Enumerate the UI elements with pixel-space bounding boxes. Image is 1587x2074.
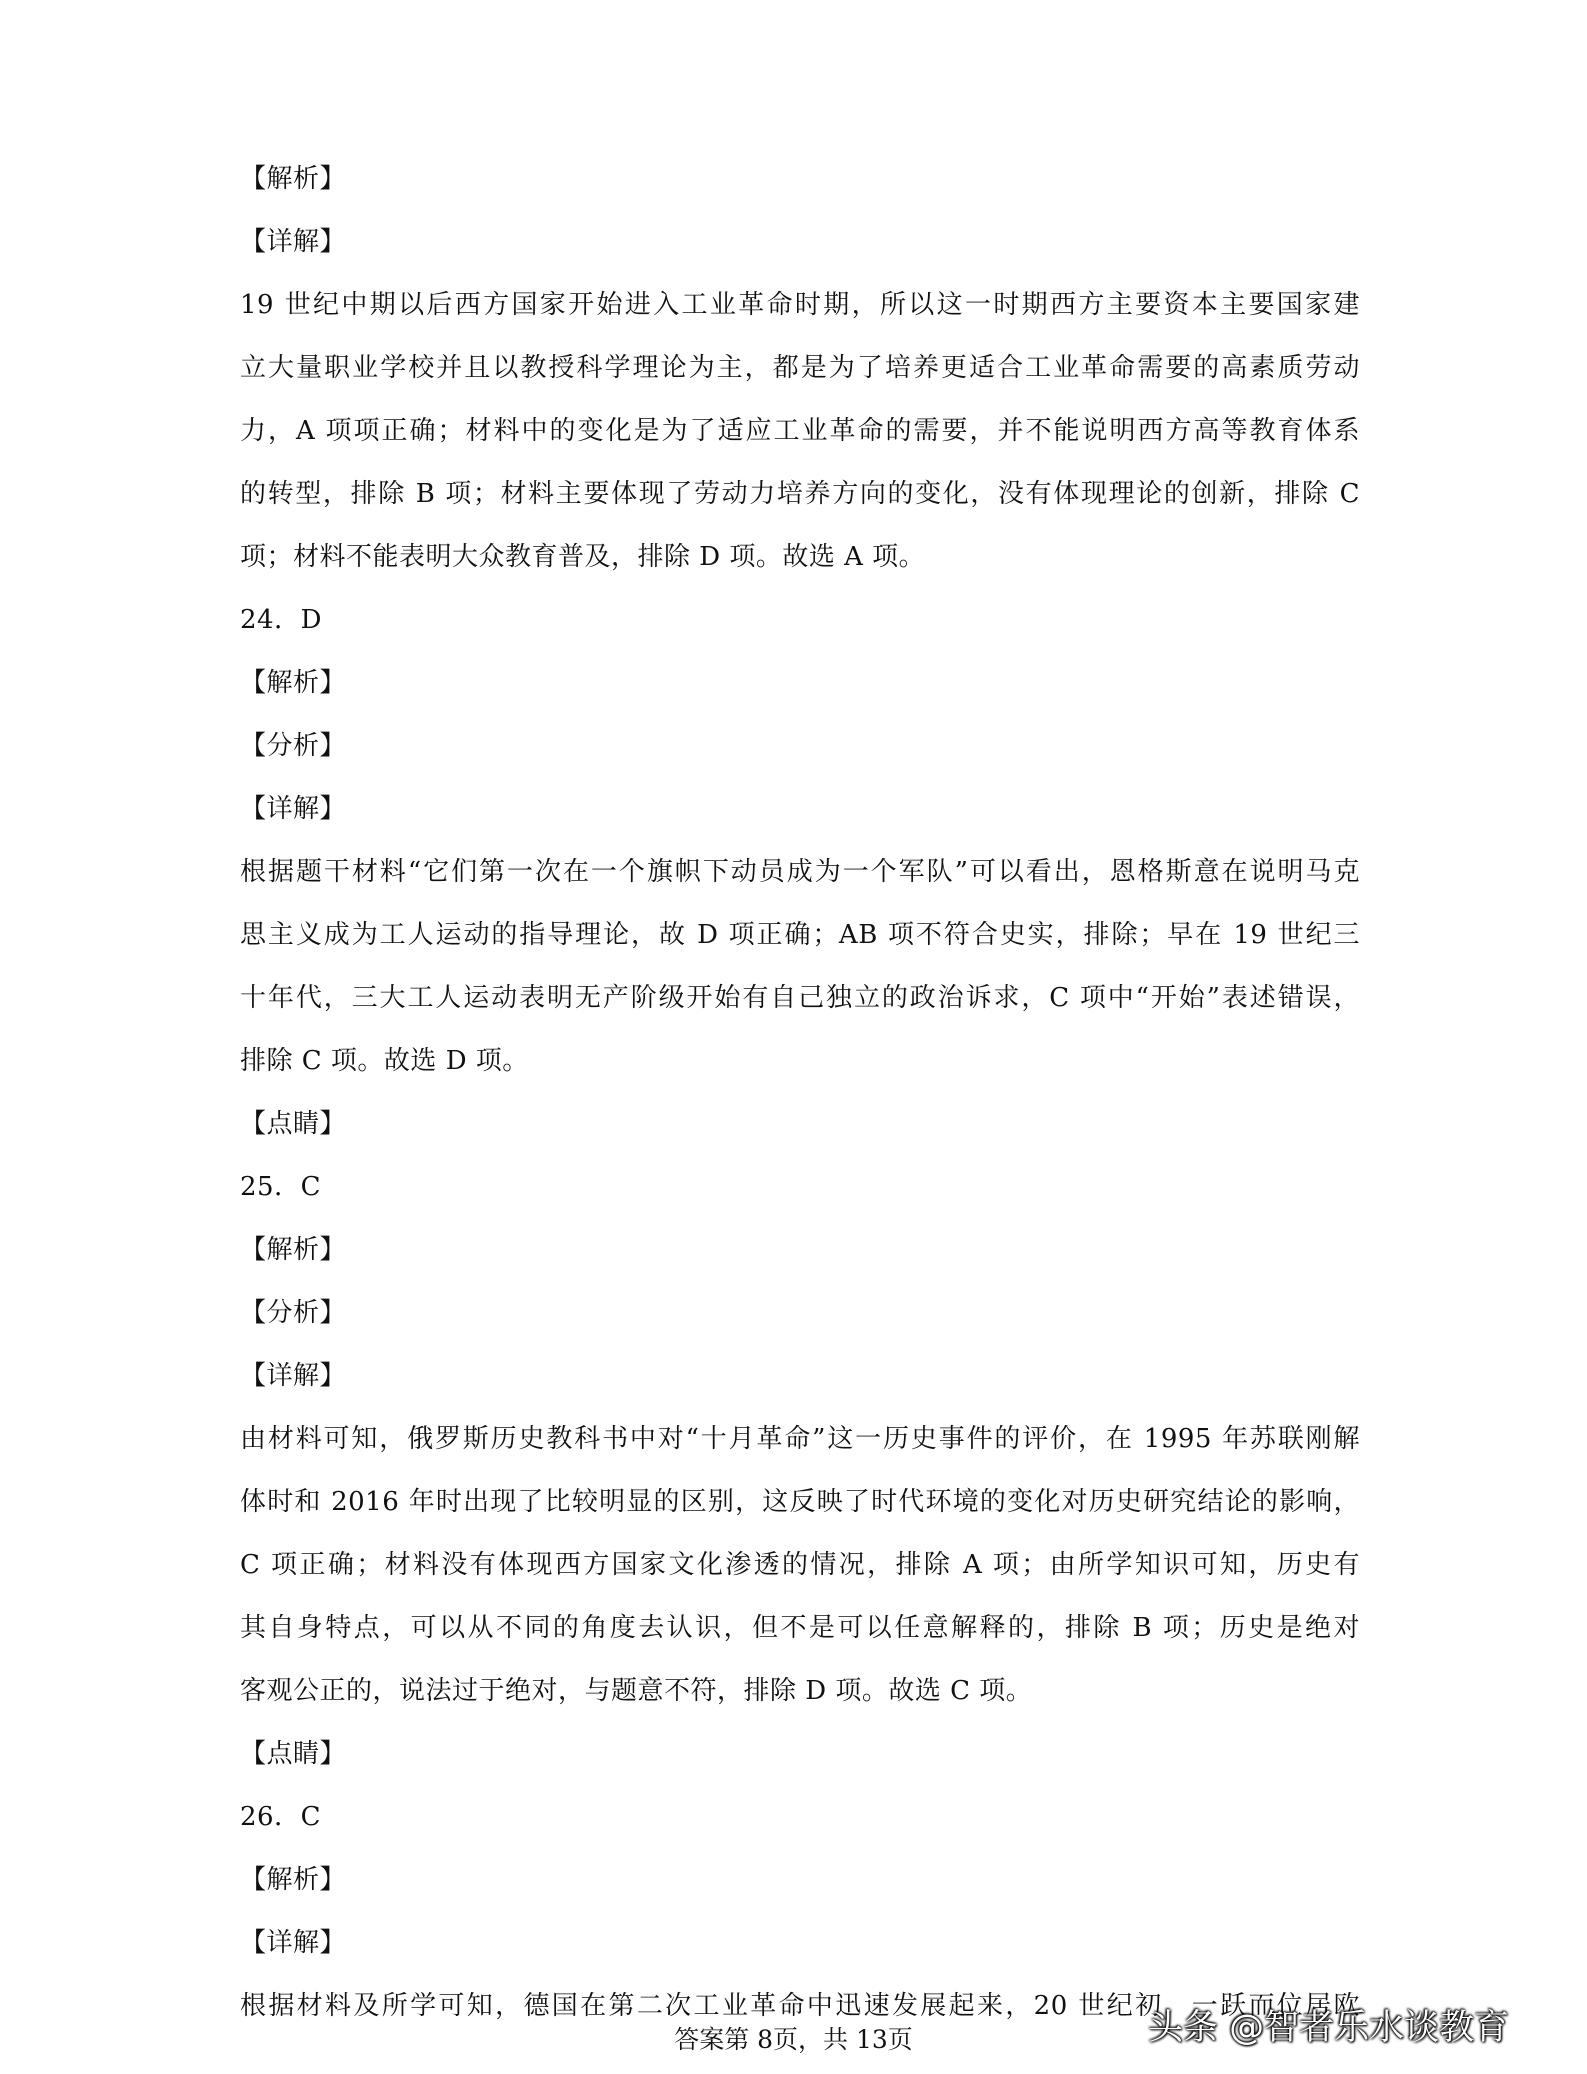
paragraph-line: 排除 C 项。故选 D 项。 <box>240 1046 529 1076</box>
paragraph-line: 的转型，排除 B 项；材料主要体现了劳动力培养方向的变化，没有体现理论的创新，排除 C <box>240 479 1360 509</box>
paragraph-line: 体时和 2016 年时出现了比较明显的区别，这反映了时代环境的变化对历史研究结论的影响， <box>240 1487 1360 1517</box>
paragraph-q24-detail <box>240 841 1360 1093</box>
page-footer: 答案第 8页，共 13页 <box>674 2025 913 2054</box>
paragraph-q23-detail <box>240 274 1360 589</box>
heading-jiexi: 【解析】 <box>240 668 347 698</box>
paragraph-line: 19 世纪中期以后西方国家开始进入工业革命时期，所以这一时期西方主要资本主要国家建 <box>240 290 1360 320</box>
paragraph-line: 其自身特点，可以从不同的角度去认识，但不是可以任意解释的，排除 B 项；历史是绝对 <box>240 1613 1360 1643</box>
paragraph-line: 项；材料不能表明大众教育普及，排除 D 项。故选 A 项。 <box>240 542 926 572</box>
paragraph-line: 根据题干材料“它们第一次在一个旗帜下动员成为一个军队”可以看出，恩格斯意在说明马克 <box>240 857 1360 887</box>
heading-fenxi: 【分析】 <box>240 731 347 761</box>
paragraph-line: C 项正确；材料没有体现西方国家文化渗透的情况，排除 A 项；由所学知识可知，历史有 <box>240 1550 1360 1580</box>
heading-xiangjie: 【详解】 <box>240 1928 347 1958</box>
heading-jiexi: 【解析】 <box>240 164 347 194</box>
heading-xiangjie: 【详解】 <box>240 227 347 257</box>
watermark-text: 头条 @智者乐水谈教育 <box>1148 2008 1510 2048</box>
paragraph-line: 根据材料及所学可知，德国在第二次工业革命中迅速发展起来，20 世纪初，一跃而位居欧 <box>240 1991 1360 2021</box>
paragraph-line: 客观公正的，说法过于绝对，与题意不符，排除 D 项。故选 C 项。 <box>240 1676 1033 1706</box>
heading-dianjing: 【点睛】 <box>240 1739 347 1769</box>
question-24-answer: 24．D <box>240 605 322 635</box>
paragraph-line: 由材料可知，俄罗斯历史教科书中对“十月革命”这一历史事件的评价，在 1995 年苏联刚解 <box>240 1424 1360 1454</box>
heading-fenxi: 【分析】 <box>240 1298 347 1328</box>
paragraph-line: 十年代，三大工人运动表明无产阶级开始有自己独立的政治诉求，C 项中“开始”表述错误， <box>240 983 1360 1013</box>
heading-xiangjie: 【详解】 <box>240 794 347 824</box>
answer-page <box>240 148 1360 2038</box>
question-25-answer: 25．C <box>240 1172 321 1202</box>
heading-dianjing: 【点睛】 <box>240 1109 347 1139</box>
heading-jiexi: 【解析】 <box>240 1235 347 1265</box>
heading-xiangjie: 【详解】 <box>240 1361 347 1391</box>
paragraph-line: 力，A 项项正确；材料中的变化是为了适应工业革命的需要，并不能说明西方高等教育体系 <box>240 416 1360 446</box>
paragraph-line: 立大量职业学校并且以教授科学理论为主，都是为了培养更适合工业革命需要的高素质劳动 <box>240 353 1360 383</box>
heading-jiexi: 【解析】 <box>240 1865 347 1895</box>
question-26-answer: 26．C <box>240 1802 321 1832</box>
paragraph-line: 思主义成为工人运动的指导理论，故 D 项正确；AB 项不符合史实，排除；早在 19 世纪三 <box>240 920 1360 950</box>
paragraph-q25-detail <box>240 1408 1360 1723</box>
